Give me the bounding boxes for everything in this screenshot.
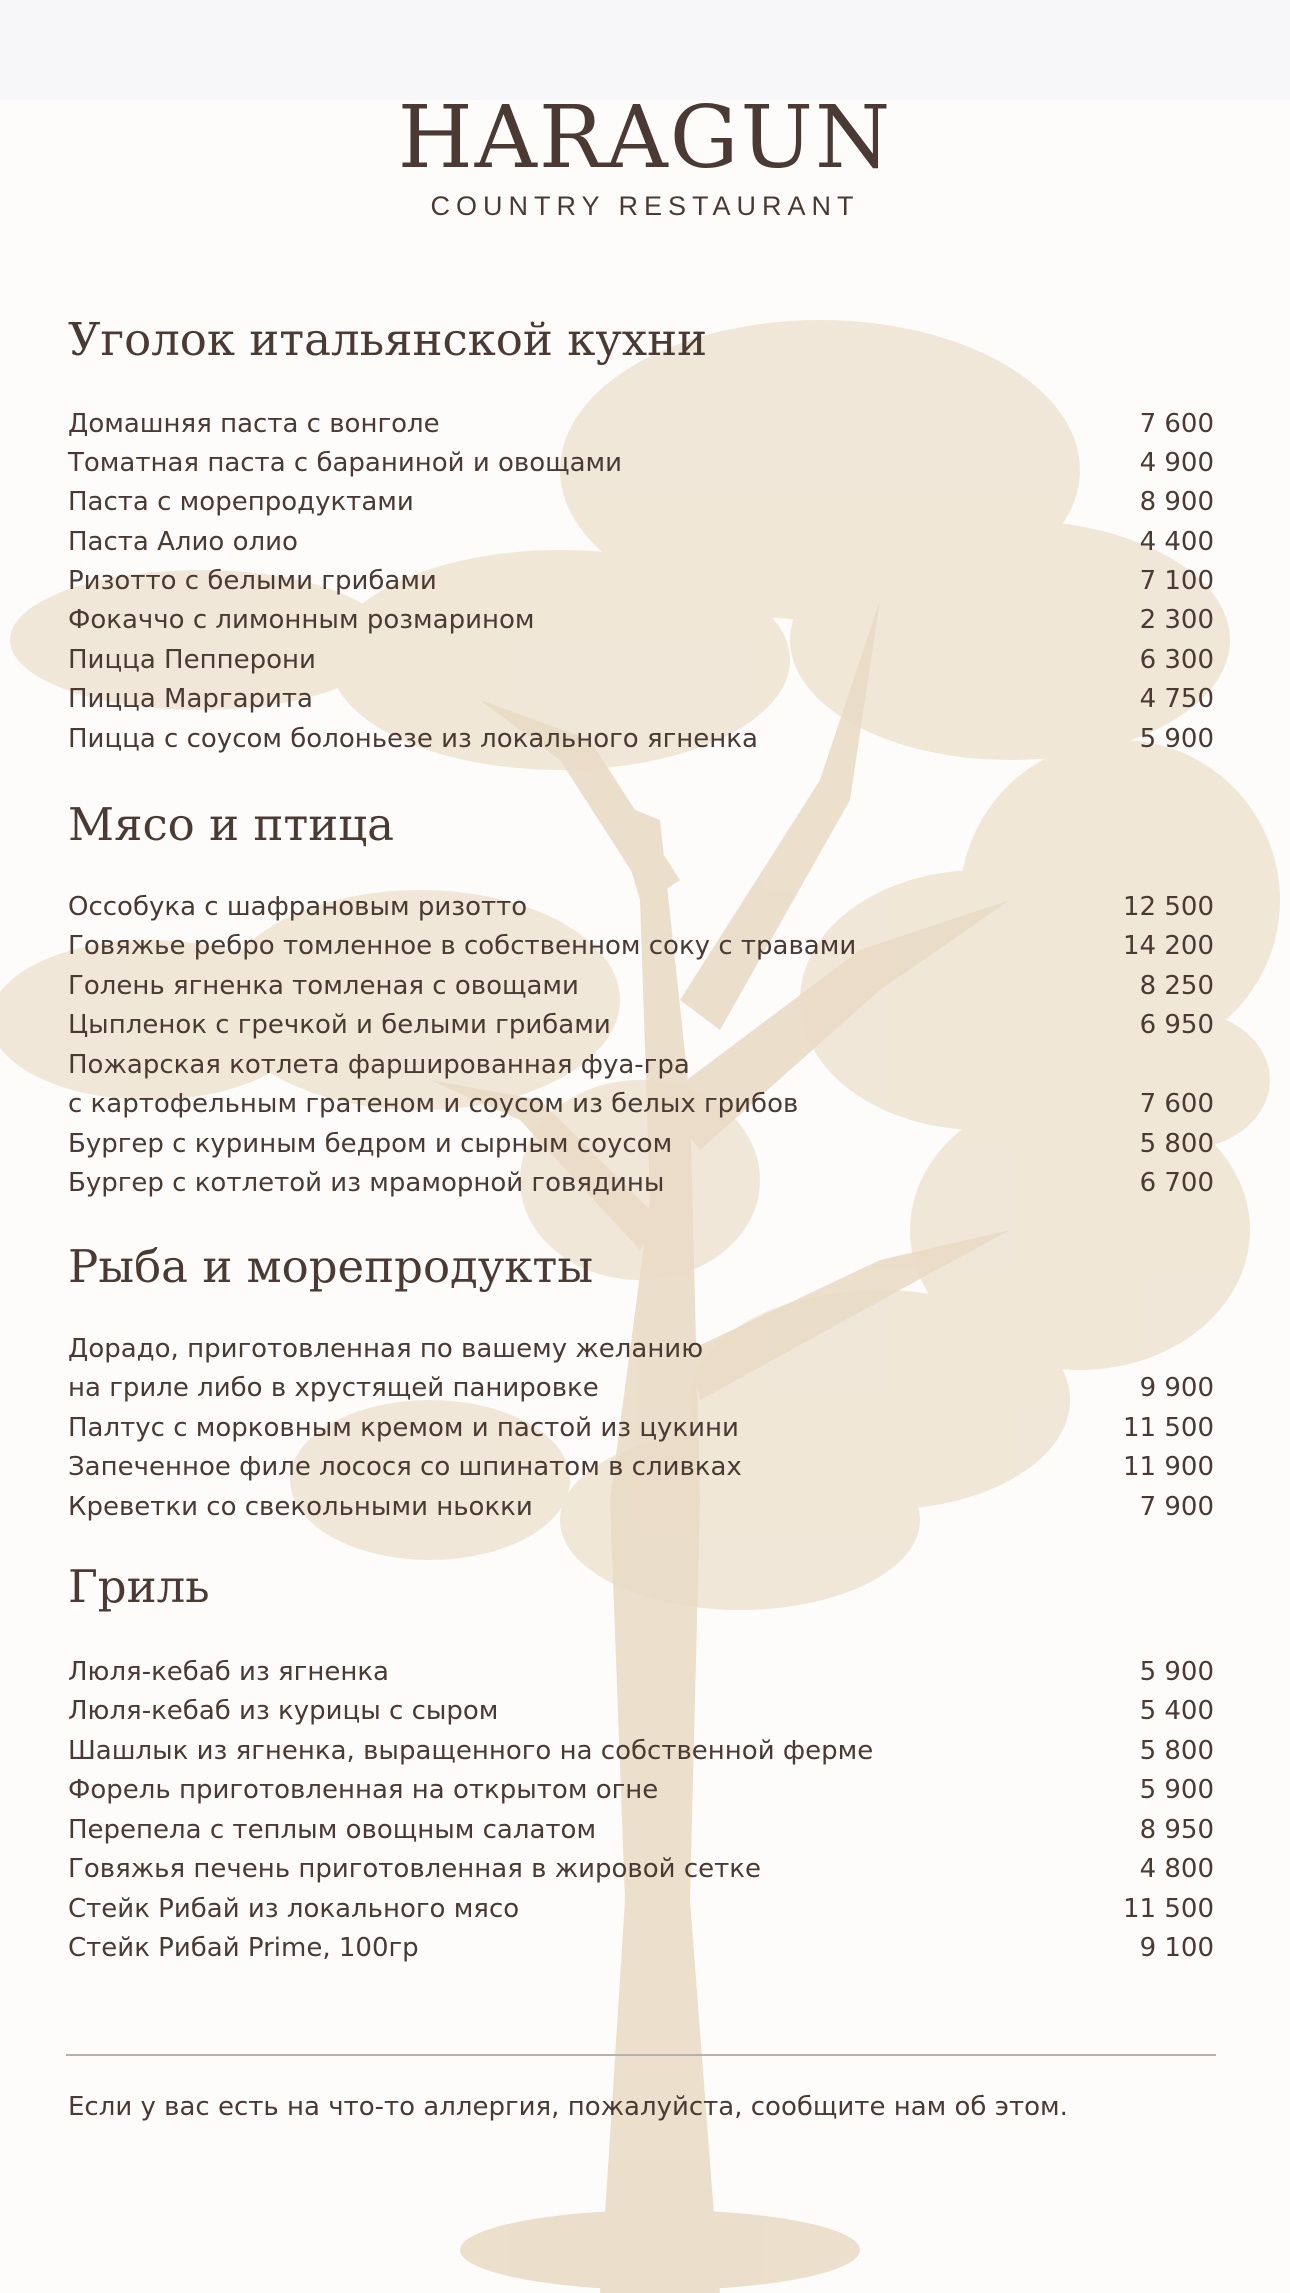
- section-title-meat: Мясо и птица: [68, 798, 395, 851]
- item-name: Голень ягненка томленая с овощами: [68, 971, 579, 1001]
- menu-item: [68, 1810, 1214, 1850]
- menu-item: [68, 1045, 1214, 1085]
- menu-item: [68, 1889, 1214, 1929]
- menu-item: [68, 926, 1214, 966]
- menu-item: [68, 482, 1214, 522]
- item-price: 14 200: [1123, 931, 1214, 961]
- menu-item: [68, 1005, 1214, 1045]
- item-price: 8 250: [1139, 971, 1214, 1001]
- item-name: Стейк Рибай из локального мясо: [68, 1894, 520, 1924]
- item-price: 6 950: [1139, 1010, 1214, 1040]
- item-price: 5 800: [1139, 1129, 1214, 1159]
- brand-subtitle: COUNTRY RESTAURANT: [430, 191, 860, 221]
- item-name: Люля-кебаб из курицы с сыром: [68, 1696, 499, 1726]
- item-price: 11 900: [1123, 1452, 1214, 1482]
- menu-item: [68, 640, 1214, 680]
- item-name: на гриле либо в хрустящей панировке: [68, 1373, 599, 1403]
- item-price: 7 600: [1139, 1089, 1214, 1119]
- item-name: Запеченное филе лосося со шпинатом в сливках: [68, 1452, 742, 1482]
- menu-item: [68, 1928, 1214, 1968]
- item-price: 4 900: [1139, 448, 1214, 478]
- menu-item: [68, 1770, 1214, 1810]
- menu-item: [68, 679, 1214, 719]
- item-name: Домашняя паста с вонголе: [68, 409, 440, 439]
- item-price: 5 900: [1139, 1657, 1214, 1687]
- menu-item: [68, 1691, 1214, 1731]
- item-name: Шашлык из ягненка, выращенного на собственной ферме: [68, 1736, 874, 1766]
- item-name: Говяжье ребро томленное в собственном соку с травами: [68, 931, 857, 961]
- item-price: 4 750: [1139, 684, 1214, 714]
- item-name: Фокаччо с лимонным розмарином: [68, 605, 535, 635]
- item-price: 11 500: [1123, 1894, 1214, 1924]
- menu-item: [68, 1447, 1214, 1487]
- item-name: Креветки со свекольными ньокки: [68, 1492, 533, 1522]
- menu-item: [68, 1329, 1214, 1369]
- item-name: Люля-кебаб из ягненка: [68, 1657, 389, 1687]
- item-name: Томатная паста с бараниной и овощами: [68, 448, 623, 478]
- item-price: 6 300: [1139, 645, 1214, 675]
- item-price: 5 900: [1139, 1775, 1214, 1805]
- menu-item: [68, 1408, 1214, 1448]
- item-name: Говяжья печень приготовленная в жировой сетке: [68, 1854, 761, 1884]
- item-name: Ризотто с белыми грибами: [68, 566, 437, 596]
- item-name: Пицца с соусом болоньезе из локального ягненка: [68, 724, 758, 754]
- menu-item: [68, 887, 1214, 927]
- item-name: Паста с морепродуктами: [68, 487, 414, 517]
- menu-item: [68, 443, 1214, 483]
- section-title-grill: Гриль: [68, 1560, 210, 1613]
- item-name: Оссобука с шафрановым ризотто: [68, 892, 528, 922]
- item-name: Перепела с теплым овощным салатом: [68, 1815, 597, 1845]
- menu-item: [68, 719, 1214, 759]
- menu-item: [68, 1731, 1214, 1771]
- menu-item: [68, 1652, 1214, 1692]
- item-price: 8 950: [1139, 1815, 1214, 1845]
- item-price: 7 600: [1139, 409, 1214, 439]
- item-name: Бургер с котлетой из мраморной говядины: [68, 1168, 665, 1198]
- item-name: Пицца Маргарита: [68, 684, 313, 714]
- menu-item: [68, 1124, 1214, 1164]
- menu-item: [68, 966, 1214, 1006]
- menu-item: [68, 1849, 1214, 1889]
- menu-item: [68, 561, 1214, 601]
- menu-item: [68, 522, 1214, 562]
- menu-item: [68, 1368, 1214, 1408]
- item-name: с картофельным гратеном и соусом из белых грибов: [68, 1089, 799, 1119]
- item-price: 4 400: [1139, 527, 1214, 557]
- item-price: 9 900: [1139, 1373, 1214, 1403]
- allergy-note: Если у вас есть на что-то аллергия, пожалуйста, сообщите нам об этом.: [68, 2092, 1068, 2122]
- item-price: 12 500: [1123, 892, 1214, 922]
- item-price: 9 100: [1139, 1933, 1214, 1963]
- item-price: 8 900: [1139, 487, 1214, 517]
- item-name: Палтус с морковным кремом и пастой из цукини: [68, 1413, 739, 1443]
- menu-item: [68, 404, 1214, 444]
- item-name: Цыпленок с гречкой и белыми грибами: [68, 1010, 611, 1040]
- item-price: 6 700: [1139, 1168, 1214, 1198]
- menu-item: [68, 1487, 1214, 1527]
- item-price: 7 900: [1139, 1492, 1214, 1522]
- menu-item: [68, 1084, 1214, 1124]
- item-price: 5 400: [1139, 1696, 1214, 1726]
- item-name: Паста Алио олио: [68, 527, 298, 557]
- item-name: Форель приготовленная на открытом огне: [68, 1775, 659, 1805]
- item-price: 5 900: [1139, 724, 1214, 754]
- item-price: 11 500: [1123, 1413, 1214, 1443]
- item-name: Пожарская котлета фаршированная фуа-гра: [68, 1050, 690, 1080]
- item-name: Стейк Рибай Prime, 100гр: [68, 1933, 419, 1963]
- item-price: 5 800: [1139, 1736, 1214, 1766]
- section-title-italian: Уголок итальянской кухни: [68, 313, 708, 366]
- item-name: Бургер с куриным бедром и сырным соусом: [68, 1129, 673, 1159]
- brand-logo: HARAGUN: [397, 88, 893, 188]
- item-price: 2 300: [1139, 605, 1214, 635]
- item-price: 7 100: [1139, 566, 1214, 596]
- section-title-fish: Рыба и морепродукты: [68, 1240, 594, 1293]
- footer-divider: [66, 2054, 1216, 2056]
- item-price: 4 800: [1139, 1854, 1214, 1884]
- item-name: Дорадо, приготовленная по вашему желанию: [68, 1334, 704, 1364]
- menu-item: [68, 600, 1214, 640]
- menu-item: [68, 1163, 1214, 1203]
- item-name: Пицца Пепперони: [68, 645, 316, 675]
